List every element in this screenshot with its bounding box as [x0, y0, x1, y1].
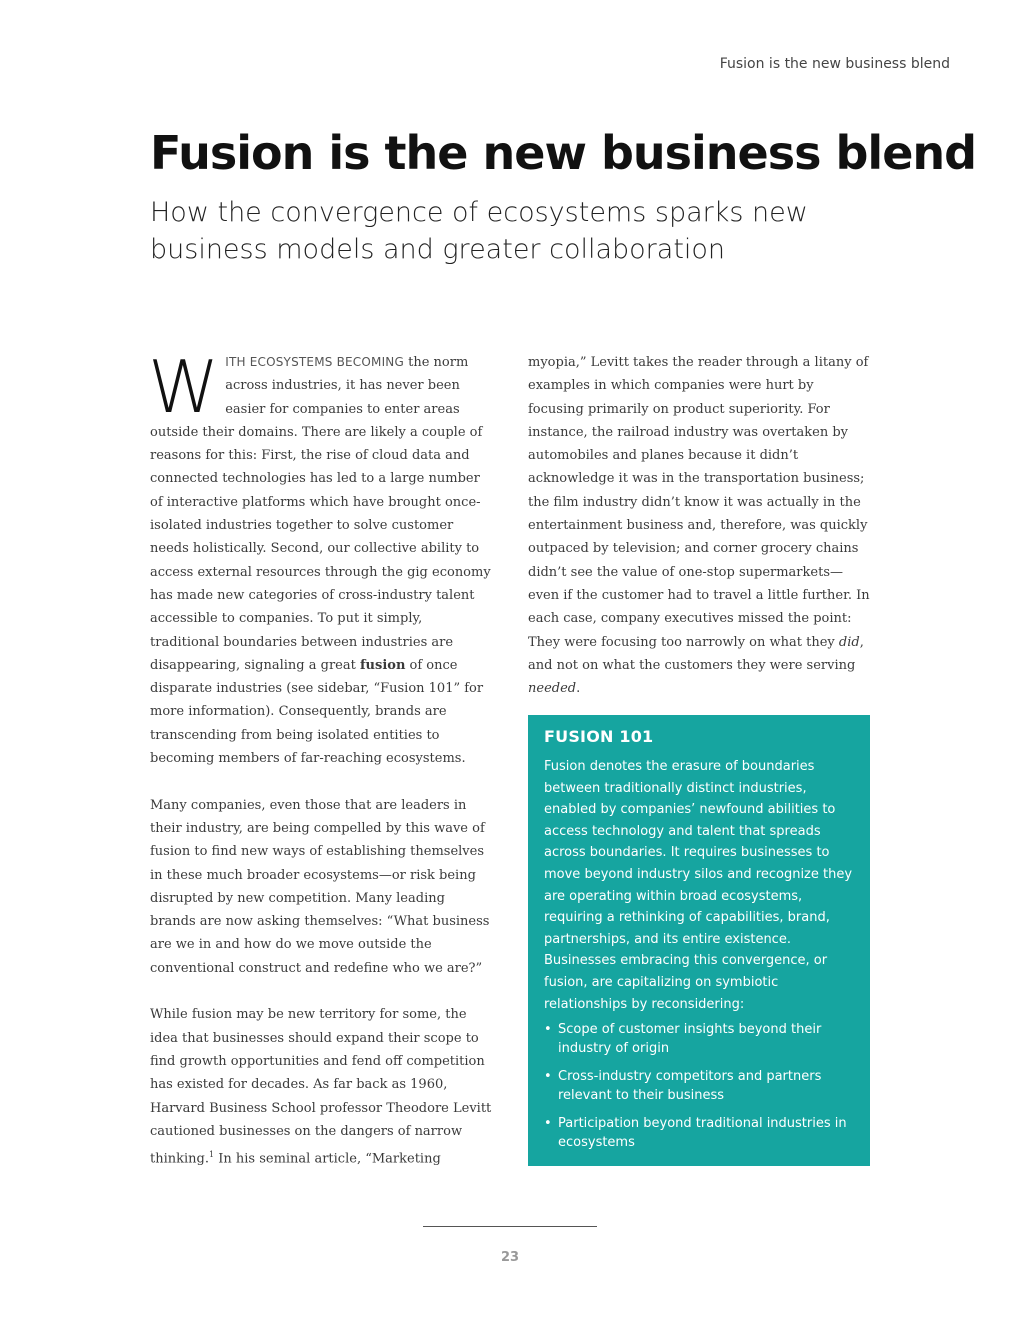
paragraph-4-em-did: did: [838, 634, 860, 650]
page-subtitle: How the convergence of ecosystems sparks new business models and greater collaboration: [150, 197, 808, 265]
paragraph-3-text: While fusion may be new territory for some, the idea that businesses should expand their scope to find growth opportunities and fend off competition has existed for decades. As far back as 1960, Harvard Business School professor Theodore Levitt cautioned businesses on the dangers of narrow thinking.: [150, 1007, 492, 1167]
bullet-icon: •: [544, 1022, 552, 1038]
sidebar-list-item: [544, 1115, 854, 1152]
sidebar-list-item: [544, 1021, 854, 1058]
paragraph-3-tail: In his seminal article, “Marketing: [214, 1151, 441, 1167]
left-column: [148, 345, 492, 1171]
lead-in-text: ITH ECOSYSTEMS BECOMING: [225, 355, 404, 369]
bullet-icon: •: [544, 1069, 552, 1085]
paragraph-4-text-b: , and not on what the customers they were serving: [528, 634, 864, 673]
paragraph-4-text-c: .: [576, 681, 581, 697]
sidebar-list-item: [544, 1068, 854, 1105]
right-column: [528, 351, 870, 700]
page-number: 23: [500, 1250, 520, 1265]
running-head: Fusion is the new business blend: [719, 56, 950, 72]
paragraph-1-bold: fusion: [359, 657, 406, 673]
paragraph-1-text-b: of once disparate industries (see sidebar, “Fusion 101” for more information). Consequently, brands are transcending from being isolated entities to becoming members of far-reaching ecosystems.: [150, 657, 484, 767]
paragraph-4-em-needed: needed: [528, 681, 577, 697]
paragraph-1: [148, 345, 492, 770]
sidebar-list-item-text: Participation beyond traditional industries in ecosystems: [558, 1116, 847, 1150]
footer-divider: [423, 1226, 597, 1227]
page-title: Fusion is the new business blend: [150, 126, 977, 180]
paragraph-1-text-a: the norm across industries, it has never been easier for companies to enter areas outside their domains. There are likely a couple of reasons for this: First, the rise of cloud data and connected technologies has led to a large number of interactive platforms which have brought once-isolated industries together to solve customer needs holistically. Second, our collective ability to access external resources through the gig economy has made new categories of cross-industry talent accessible to companies. To put it simply, traditional boundaries between industries are disappearing, signaling a great: [150, 355, 491, 673]
paragraph-3: [150, 1003, 492, 1170]
sidebar-list-item-text: Scope of customer insights beyond their industry of origin: [558, 1022, 822, 1056]
bullet-icon: •: [544, 1116, 552, 1132]
footnote-marker: 1: [209, 1150, 215, 1160]
paragraph-4-text-a: myopia,” Levitt takes the reader through a litany of examples in which companies were hurt by focusing primarily on product superiority. For instance, the railroad industry was overtaken by automobiles and planes because it didn’t acknowledge it was in the transportation business; the film industry didn’t know it was actually in the entertainment business and, therefore, was quickly outpaced by television; and corner grocery chains didn’t see the value of one-stop supermarkets—even if the customer had to travel a little further. In each case, company executives missed the point: They were focusing too narrowly on what they: [528, 355, 870, 650]
sidebar-list-item-text: Cross-industry competitors and partners relevant to their business: [558, 1069, 822, 1103]
sidebar-body: Fusion denotes the erasure of boundaries between traditionally distinct industries, enabled by companies’ newfound abilities to access technology and talent that spreads across boundaries. It requires businesses to move beyond industry silos and recognize they are operating within broad ecosystems, requiring a rethinking of capabilities, brand, partnerships, and its entire existence. Businesses embracing this convergence, or fusion, are capitalizing on symbiotic relationships by reconsidering:: [544, 759, 853, 1012]
fusion-101-sidebar: [528, 715, 870, 1166]
sidebar-title: FUSION 101: [544, 727, 654, 746]
sidebar-list: [544, 1021, 854, 1152]
paragraph-4: [528, 351, 870, 700]
paragraph-2: Many companies, even those that are leaders in their industry, are being compelled by this wave of fusion to find new ways of establishing themselves in these much broader ecosystems—or risk being disrupted by new competition. Many leading brands are now asking themselves: “What business are we in and how do we move outside the conventional construct and redefine who we are?”: [150, 797, 490, 976]
drop-cap: W: [148, 345, 220, 429]
